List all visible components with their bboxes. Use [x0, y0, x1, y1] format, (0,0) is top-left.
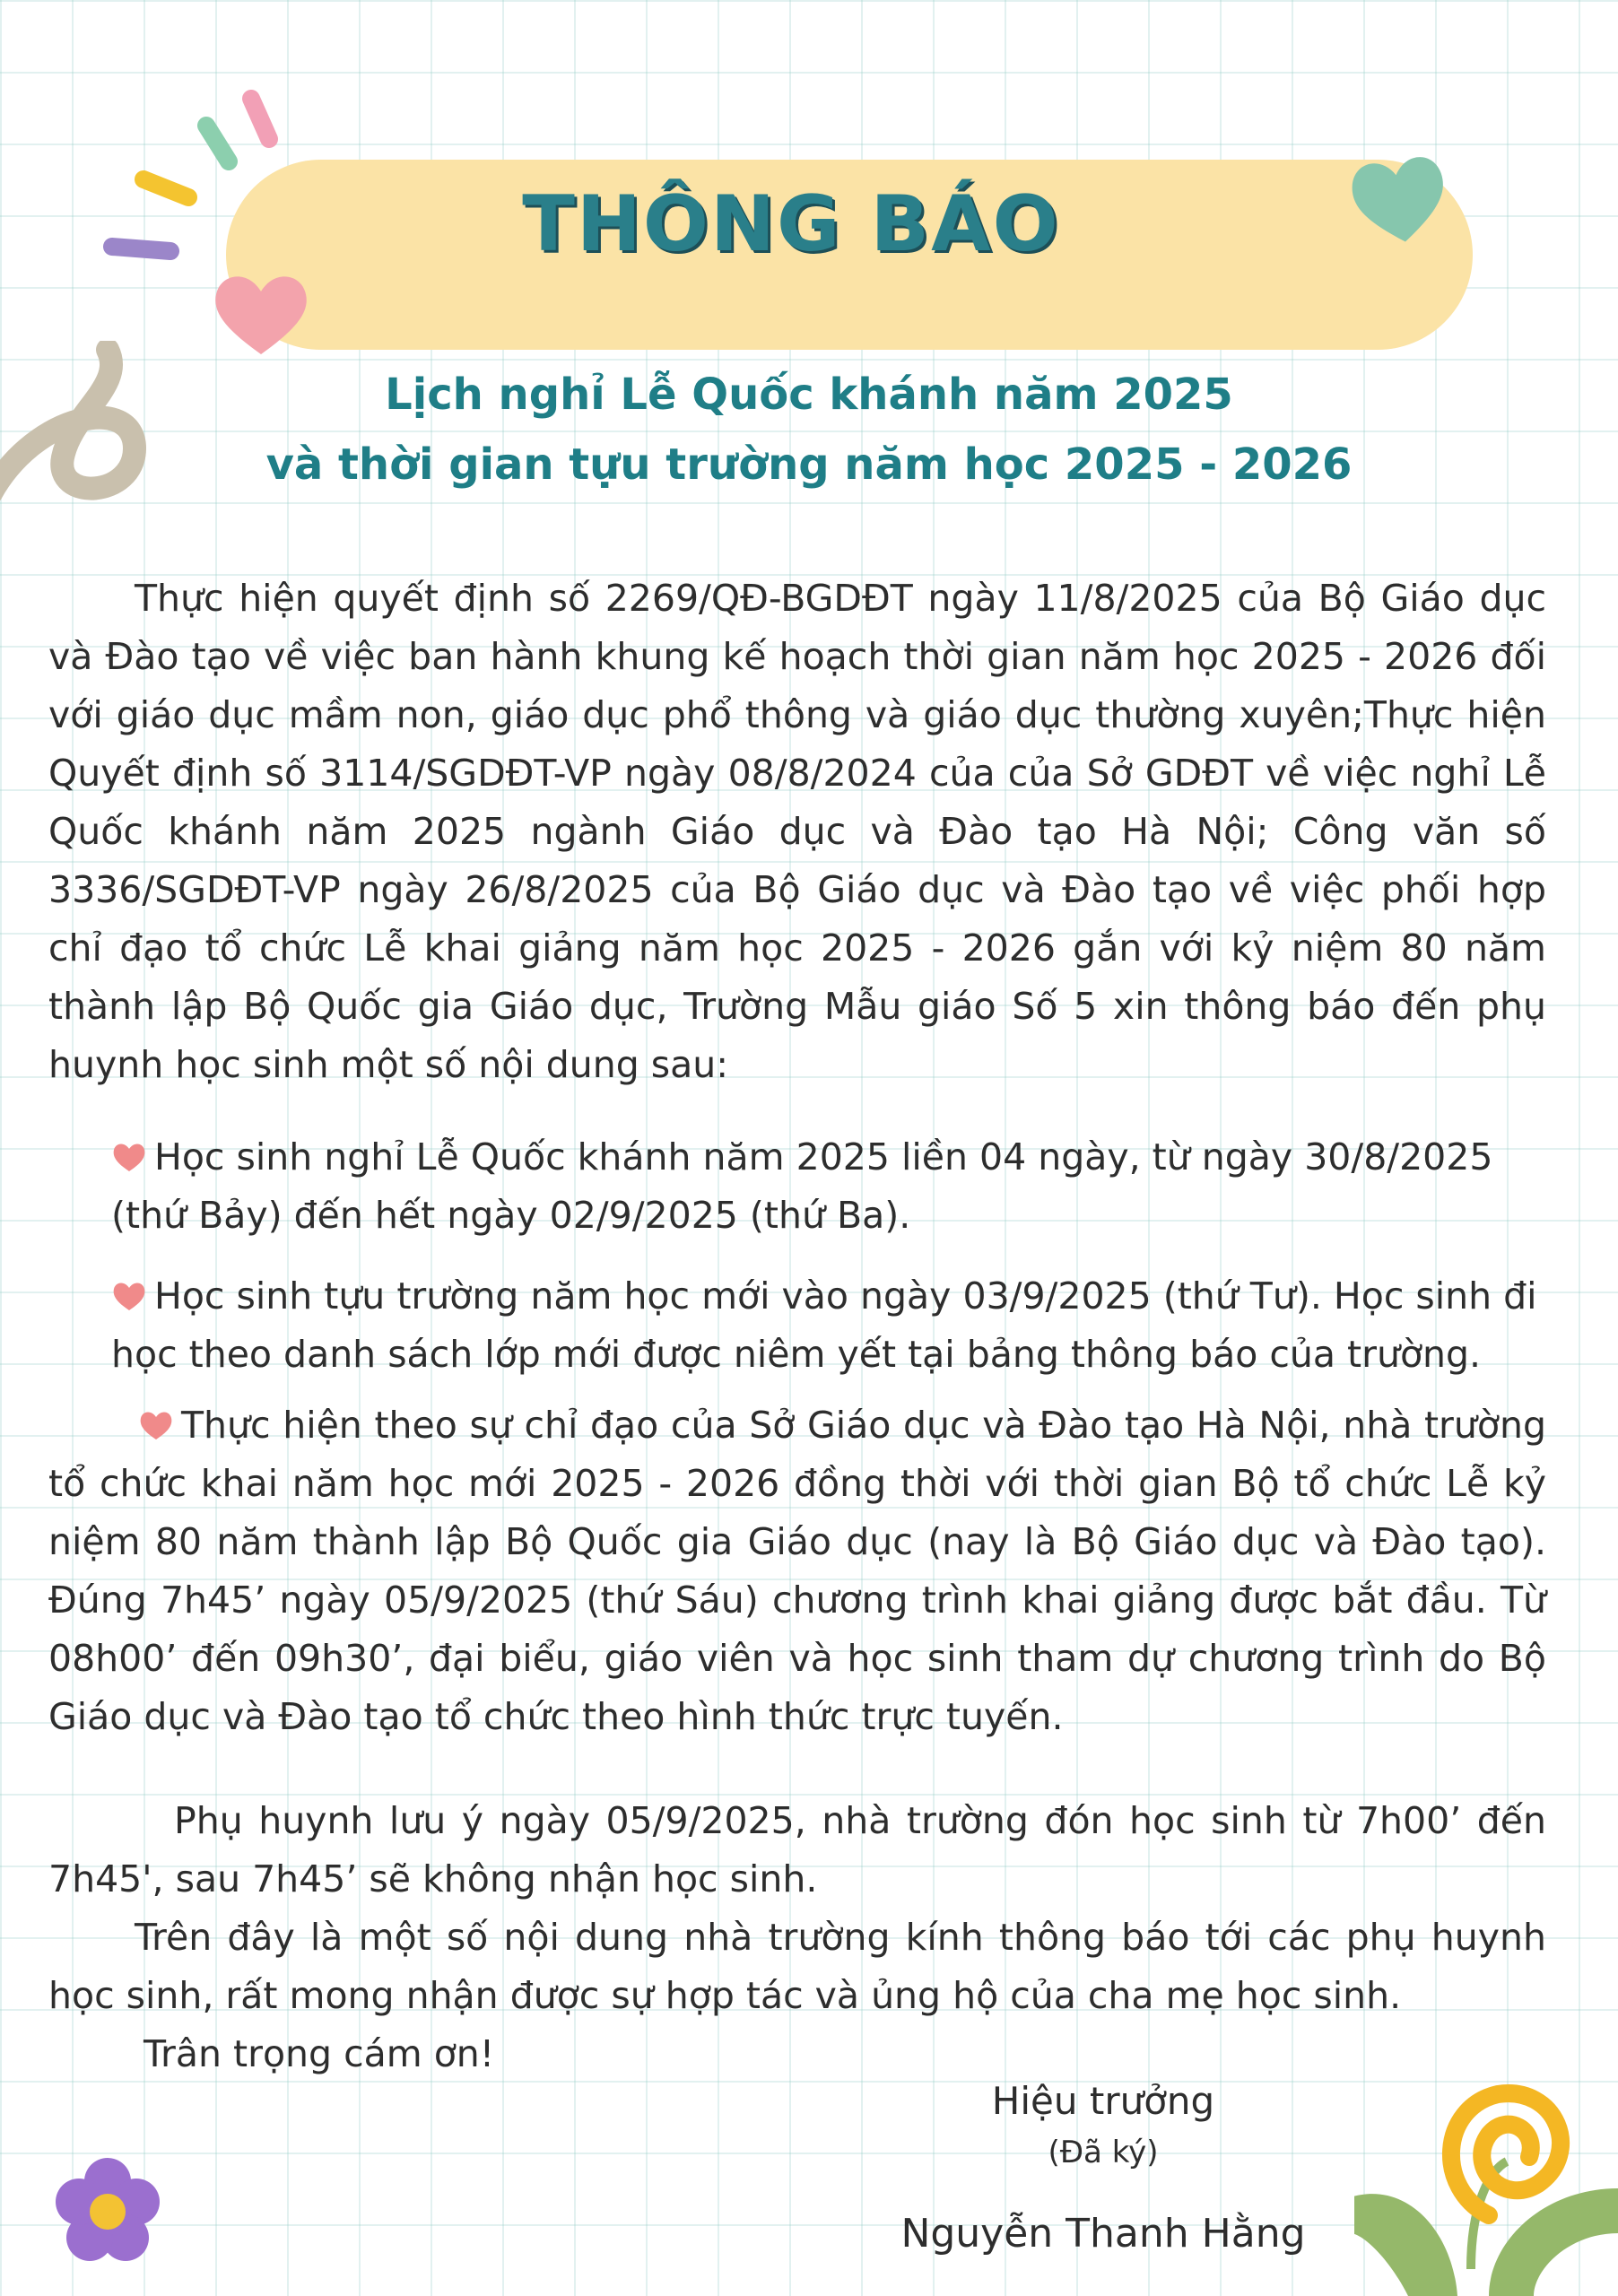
closing-text: Trên đây là một số nội dung nhà trường kính thông báo tới các phụ huynh học sinh, rất mong nhận được sự hợp tác và ủng hộ của cha mẹ học sinh. — [48, 1916, 1546, 2017]
note-text: Phụ huynh lưu ý ngày 05/9/2025, nhà trường đón học sinh từ 7h00’ đến 7h45', sau 7h45’ sẽ không nhận học sinh. — [48, 1799, 1546, 1900]
closing-paragraph — [48, 1909, 1546, 2025]
bullet-3-text: Thực hiện theo sự chỉ đạo của Sở Giáo dục và Đào tạo Hà Nội, nhà trường tổ chức khai năm học mới 2025 - 2026 đồng thời với thời gian Bộ tổ chức Lễ kỷ niệm 80 năm thành lập Bộ Quốc gia Giáo dục (nay là Bộ Giáo dục và Đào tạo). Đúng 7h45’ ngày 05/9/2025 (thứ Sáu) chương trình khai giảng được bắt đầu. Từ 08h00’ đến 09h30’, đại biểu, giáo viên và học sinh tham dự chương trình do Bộ Giáo dục và Đào tạo tổ chức theo hình thức trực tuyến. — [48, 1404, 1546, 1738]
bullet-2-text: Học sinh tựu trường năm học mới vào ngày 03/9/2025 (thứ Tư). Học sinh đi học theo danh sách lớp mới được niêm yết tại bảng thông báo của trường. — [111, 1274, 1537, 1376]
signature-role: Hiệu trưởng — [991, 2079, 1215, 2123]
intro-paragraph — [48, 570, 1546, 1094]
bullet-1-text: Học sinh nghỉ Lễ Quốc khánh năm 2025 liền 04 ngày, từ ngày 30/8/2025 (thứ Bảy) đến hết ngày 02/9/2025 (thứ Ba). — [111, 1135, 1493, 1237]
pink-heart-icon — [212, 269, 310, 359]
page-title: THÔNG BÁO — [522, 179, 1060, 269]
note-paragraph — [48, 1792, 1546, 1909]
subtitle-line-2: và thời gian tựu trường năm học 2025 - 2026 — [265, 439, 1353, 490]
bullet-item-2 — [111, 1267, 1537, 1384]
heart-bullet-icon — [111, 1280, 147, 1312]
flower-icon — [49, 2152, 166, 2269]
intro-text: Thực hiện quyết định số 2269/QĐ-BGDĐT ngày 11/8/2025 của Bộ Giáo dục và Đào tạo về việc ban hành khung kế hoạch thời gian năm học 2025 - 2026 đối với giáo dục mầm non, giáo dục phổ thông và giáo dục thường xuyên;Thực hiện Quyết định số 3114/SGDĐT-VP ngày 08/8/2024 của của Sở GDĐT về việc nghỉ Lễ Quốc khánh năm 2025 ngành Giáo dục và Đào tạo Hà Nội; Công văn số 3336/SGDĐT-VP ngày 26/8/2025 của Bộ Giáo dục và Đào tạo về việc phối hợp chỉ đạo tổ chức Lễ khai giảng năm học 2025 - 2026 gắn với kỷ niệm 80 năm thành lập Bộ Quốc gia Giáo dục, Trường Mẫu giáo Số 5 xin thông báo đến phụ huynh học sinh một số nội dung sau: — [48, 577, 1546, 1086]
heart-bullet-icon — [111, 1141, 147, 1173]
subtitle-line-1: Lịch nghỉ Lễ Quốc khánh năm 2025 — [385, 370, 1233, 420]
thanks-line: Trân trọng cám ơn! — [144, 2032, 495, 2075]
green-heart-icon — [1345, 148, 1453, 247]
bullet-item-1 — [111, 1128, 1537, 1245]
spiral-leaf-decoration — [1354, 2054, 1618, 2296]
signature-status: (Đã ký) — [1048, 2135, 1159, 2170]
bullet-item-3 — [48, 1396, 1546, 1746]
heart-bullet-icon — [138, 1409, 174, 1441]
signature-name: Nguyễn Thanh Hằng — [900, 2211, 1306, 2257]
